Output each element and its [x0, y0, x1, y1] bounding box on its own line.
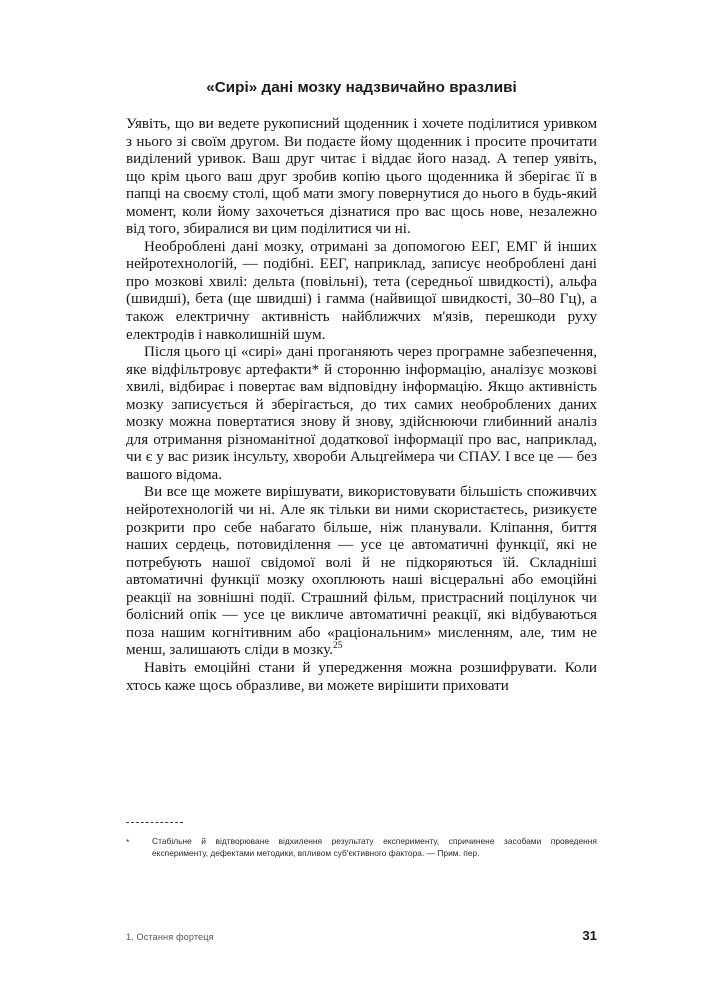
body-paragraph-5 — [126, 660, 597, 695]
page-number: 31 — [582, 928, 597, 943]
paragraph-text: Після цього ці «сирі» дані проганяють через програмне забезпечення, яке відфільтровує артефакти* й сторонню інформацію, аналізує мозкові хвилі, відбирає і повертає вам відповідну інформацію. Якщо активність мозку записується й зберігається, до тих самих необроблених даних мозку можна повертатися знову й знову, здійснюючи глибинний аналіз для отримання різноманітної додаткової інформації про вас, наприклад, чи є у вас ризик інсульту, хвороби Альцгеймера чи СПАУ. І все це — без вашого відома. — [126, 344, 597, 483]
paragraph-text: Навіть емоційні стани й упередження можна розшифрувати. Коли хтось каже щось образливе, ви можете вирішити приховати — [126, 659, 597, 694]
paragraph-text: Необроблені дані мозку, отримані за допомогою ЕЕГ, ЕМГ й інших нейротехнологій, — подібні. ЕЕГ, наприклад, записує необроблені дані про мозкові хвилі: дельта (повільні), тета (середньої швидкості), альфа (швидші), бета (ще швидші) і гамма (найвищої швидкості, 30–80 Гц), а також електричну активність найближчих м'язів, перешкоди руху електродів і навколишній шум. — [126, 238, 597, 343]
endnote-reference-25: 25 — [333, 641, 343, 652]
body-paragraph-1 — [126, 116, 597, 239]
footnote-text: Стабільне й відтворюване відхилення результату експерименту, спричинене засобами проведення експерименту, дефектами методики, впливом суб'єктивного фактора. — Прим. пер. — [152, 836, 597, 859]
body-paragraph-4 — [126, 484, 597, 659]
paragraph-text: Ви все ще можете вирішувати, використовувати більшість споживчих нейротехнологій чи ні. Але як тільки ви ними скористаєтесь, ризикуєте розкрити про себе набагато більше, ніж планували. Кліпання, биття наших сердець, потовиділення — усе це автоматичні функції, які не потребують нашої свідомої волі й не підкоряються їй. Складніші автоматичні функції мозку охоплюють наші вісцеральні або емоційні реакції на зовнішні події. Страшний фільм, пристрасний поцілунок чи болісний опік — усе це викличе автоматичні реакції, які відбуваються поза нашим когнітивним або «раціональним» мисленням, але, тим не менш, залишають сліди в мозку. — [126, 484, 597, 659]
footnote-reference-asterisk: * — [311, 361, 320, 378]
paragraph-text: Уявіть, що ви ведете рукописний щоденник і хочете поділитися уривком з нього зі своїм другом. Ви подаєте йому щоденник і просите прочитати виділений уривок. Ваш друг читає і віддає його назад. А тепер уявіть, що крім цього ваш друг зробив копію цього щоденника й зберігає її в папці на своєму столі, щоб мати змогу повернутися до нього в будь-який момент, коли йому захочеться дізнатися про вас щось нове, незалежно від того, збиралися ви цим поділитися чи ні. — [126, 116, 597, 238]
body-paragraph-2 — [126, 239, 597, 344]
page-footer — [126, 928, 597, 943]
footnote-separator-rule — [126, 822, 183, 826]
footnote-area — [126, 822, 597, 860]
section-heading: «Сирі» дані мозку надзвичайно вразливі — [206, 79, 517, 96]
running-head: 1. Остання фортеця — [126, 932, 214, 942]
body-text-block — [126, 116, 597, 695]
body-paragraph-3 — [126, 344, 597, 484]
footnote-entry — [126, 835, 597, 860]
footnote-marker-asterisk: * — [126, 837, 130, 847]
